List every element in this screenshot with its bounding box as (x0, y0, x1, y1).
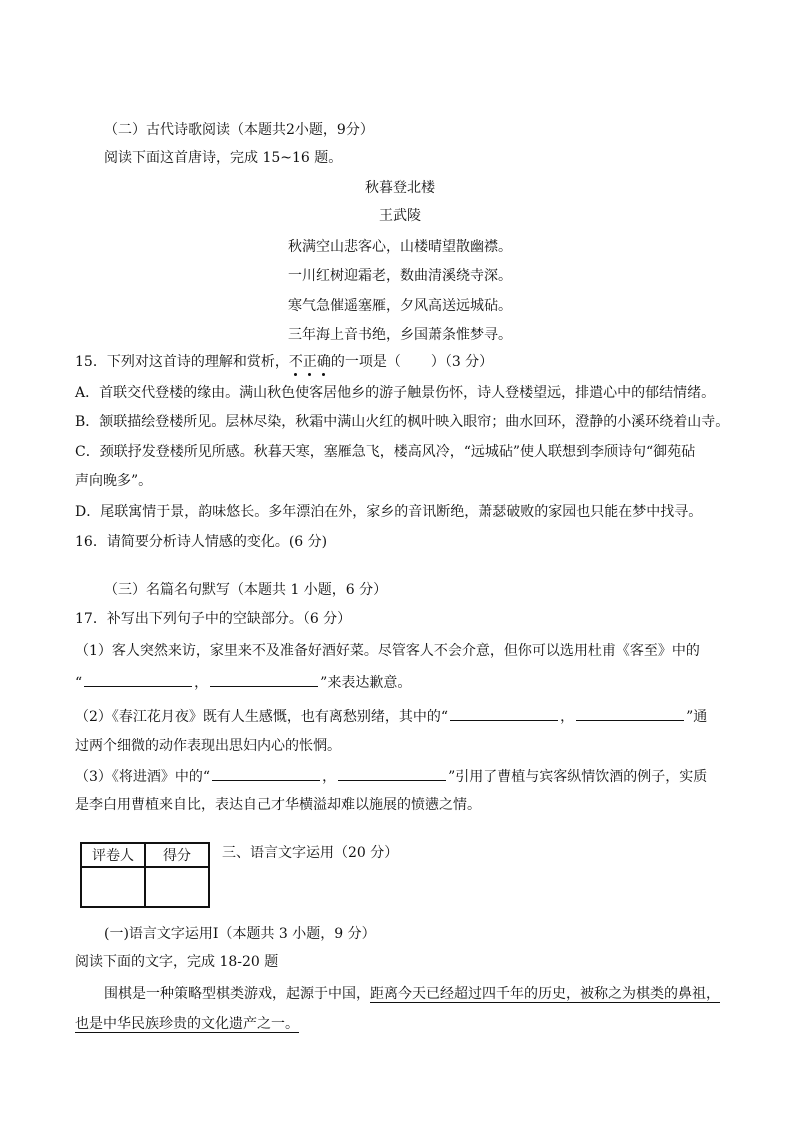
emphasis-char: 正 (302, 354, 317, 370)
fill-blank[interactable] (450, 706, 558, 721)
q17-item-2-cont: 过两个细微的动作表现出思妇内心的怅惘。 (75, 738, 341, 754)
separator: ， (322, 769, 337, 785)
question-17-stem: 17．补写出下列句子中的空缺部分。（6 分） (75, 611, 352, 627)
passage-plain: 围棋是一种策略型棋类游戏，起源于中国， (104, 986, 370, 1002)
passage-line-2 (75, 1014, 299, 1034)
fill-blank[interactable] (338, 766, 446, 781)
q17-item-1-blanks (75, 672, 411, 693)
subsection-heading-language: (一)语言文字运用Ⅰ（本题共 3 小题，9 分） (104, 926, 376, 942)
score-table-score-header: 得分 (145, 843, 209, 867)
separator: ， (194, 675, 209, 691)
language-instruction: 阅读下面的文字，完成 18-20 题 (75, 954, 279, 970)
score-table (80, 842, 210, 908)
score-table-score-cell[interactable] (145, 867, 209, 907)
emphasis-char: 确 (316, 354, 331, 370)
fill-blank[interactable] (84, 672, 192, 687)
poem-author: 王武陵 (379, 208, 421, 224)
score-table-grader-cell[interactable] (81, 867, 145, 907)
q15-stem-after: 的一项是（ (330, 354, 401, 370)
section-heading-poetry: （二）古代诗歌阅读（本题共2小题，9分） (104, 122, 374, 138)
q17-item-2 (75, 706, 707, 727)
q15-option-c-cont: 声向晚多”。 (75, 473, 153, 489)
poetry-instruction: 阅读下面这首唐诗，完成 15~16 题。 (104, 150, 343, 166)
question-15-stem (75, 352, 493, 372)
q17-item-1-close: ”来表达歉意。 (320, 675, 412, 691)
section-heading-recitation: （三）名篇名句默写（本题共 1 小题，6 分） (104, 582, 388, 598)
emphasis-char: 不 (288, 354, 303, 370)
q17-item-2-after: ”通 (686, 709, 708, 725)
separator: ， (560, 709, 575, 725)
poem-line: 寒气急催遥塞雁，夕风高送远城砧。 (288, 298, 512, 314)
passage-line-1 (104, 984, 720, 1004)
q17-item-3-after: ”引用了曹植与宾客纵情饮酒的例子，实质 (448, 769, 708, 785)
fill-blank[interactable] (212, 766, 320, 781)
q17-item-2-before: （2）《春江花月夜》既有人生感慨，也有离愁别绪，其中的“ (75, 709, 449, 725)
q15-option-c: C．颈联抒发登楼所见所感。秋暮天寒，塞雁急飞，楼高风冷，“远城砧”使人联想到李颀诗句“御苑砧 (75, 444, 696, 460)
score-table-grader-header: 评卷人 (81, 843, 145, 867)
q15-option-d: D．尾联寓情于景，韵味悠长。多年漂泊在外，家乡的音讯断绝，萧瑟破败的家园也只能在梦中找寻。 (75, 504, 703, 520)
part-3-heading: 三、语言文字运用（20 分） (222, 845, 399, 861)
open-quote: “ (75, 675, 83, 691)
q17-item-3-before: （3）《将进酒》中的“ (75, 769, 211, 785)
q15-stem-paren-close: ）（3 分） (430, 354, 494, 370)
poem-line: 三年海上音书绝，乡国萧条惟梦寻。 (288, 327, 512, 343)
q15-option-a: A．首联交代登楼的缘由。满山秋色使客居他乡的游子触景伤怀，诗人登楼望远，排遣心中的郁结情绪。 (75, 385, 716, 401)
passage-underlined: 距离今天已经超过四千年的历史，被称之为棋类的鼻祖， (370, 986, 720, 1002)
poem-line: 一川红树迎霜老，数曲清溪绕寺深。 (288, 268, 512, 284)
q15-option-b: B．颔联描绘登楼所见。层林尽染，秋霜中满山火红的枫叶映入眼帘；曲水回环，澄静的小溪环绕着山寺。 (75, 414, 730, 430)
question-16: 16．请简要分析诗人情感的变化。(6 分) (75, 534, 328, 550)
poem-title: 秋暮登北楼 (365, 180, 435, 196)
fill-blank[interactable] (210, 672, 318, 687)
q17-item-3 (75, 766, 707, 787)
fill-blank[interactable] (576, 706, 684, 721)
q17-item-3-cont: 是李白用曹植来自比，表达自己才华横溢却难以施展的愤懑之情。 (75, 797, 481, 813)
q15-stem-before: 15．下列对这首诗的理解和赏析， (75, 354, 289, 370)
q17-item-1: （1）客人突然来访，家里来不及准备好酒好菜。尽管客人不会介意，但你可以选用杜甫《客至》中的 (75, 643, 700, 659)
passage-underlined: 也是中华民族珍贵的文化遗产之一。 (75, 1016, 299, 1032)
poem-line: 秋满空山悲客心，山楼晴望散幽襟。 (288, 239, 512, 255)
